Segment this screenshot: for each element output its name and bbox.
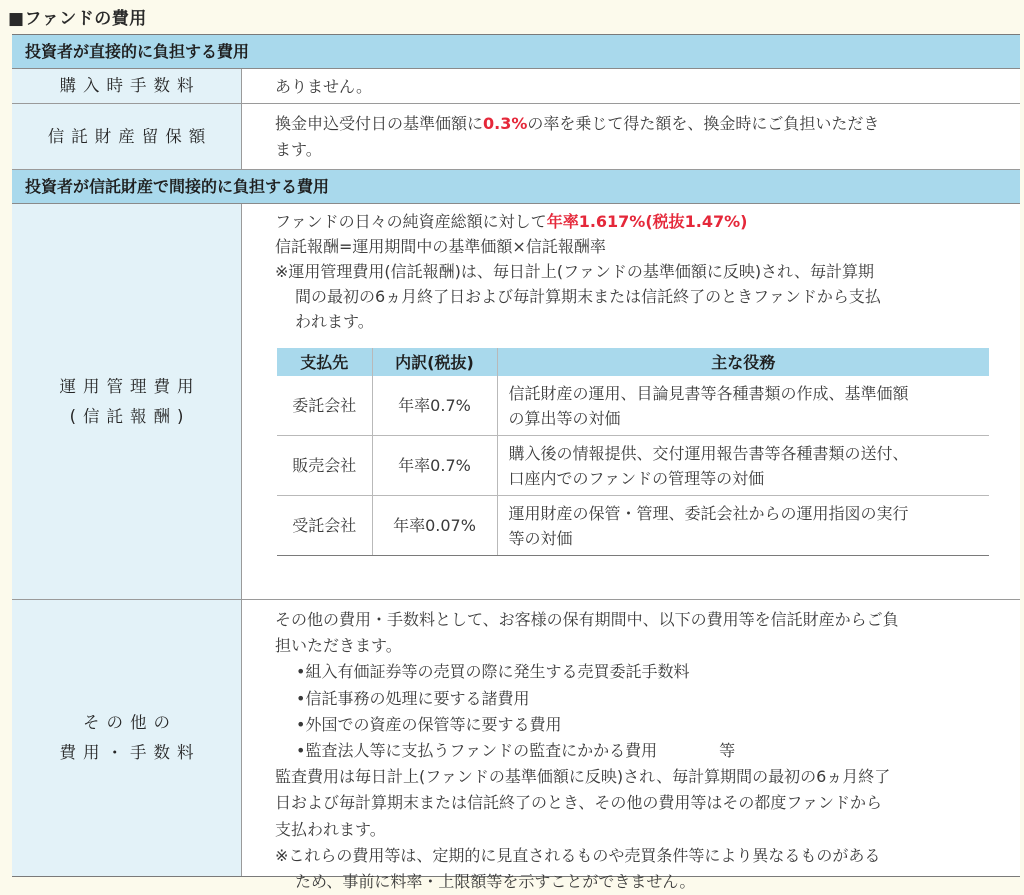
payee-cell: 販売会社 xyxy=(277,436,372,496)
role-cell: 購入後の情報提供、交付運用報告書等各種書類の送付、 口座内でのファンドの管理等の対価 xyxy=(497,436,989,496)
management-fee-note-line1: ※運用管理費用(信託報酬)は、毎日計上(ファンドの基準価額に反映)され、毎計算期 xyxy=(275,262,875,281)
list-item: •信託事務の処理に要する諸費用 xyxy=(296,688,530,708)
management-fee-formula: 信託報酬=運用期間中の基準価額×信託報酬率 xyxy=(275,237,606,256)
other-fee-note-line1: ※これらの費用等は、定期的に見直されるものや売買条件等により異なるものがある xyxy=(275,845,881,865)
reserve-text-line1: 換金申込受付日の基準価額に0.3%の率を乗じて得た額を、換金時にご負担いただき xyxy=(275,114,880,133)
other-fee-note-line2: ため、事前に料率・上限額等を示すことができません。 xyxy=(295,872,696,892)
purchase-fee-text: ありません。 xyxy=(275,77,372,96)
fee-breakdown-header-row xyxy=(277,348,989,376)
list-item: •監査法人等に支払うファンドの監査にかかる費用 等 xyxy=(296,741,736,761)
page-title: ■ファンドの費用 xyxy=(8,9,147,29)
payee-cell: 委託会社 xyxy=(277,376,372,436)
audit-line3: 支払われます。 xyxy=(275,819,386,839)
management-fee-note-line3: われます。 xyxy=(295,312,374,331)
indirect-cost-section-header: 投資者が信託財産で間接的に負担する費用 xyxy=(12,170,1020,204)
reserve-label: 信託財産留保額 xyxy=(47,126,213,146)
reserve-value-cell xyxy=(242,104,1020,170)
purchase-fee-label-cell xyxy=(12,69,242,104)
purchase-fee-value-cell xyxy=(242,69,1020,104)
other-fee-value-cell xyxy=(242,600,1020,892)
rate-cell: 年率0.7% xyxy=(372,376,497,436)
payee-cell: 受託会社 xyxy=(277,496,372,556)
other-fee-label-line2: 費用・手数料 xyxy=(59,743,201,762)
fund-fee-table xyxy=(12,34,1020,892)
management-fee-label-line2: (信託報酬) xyxy=(69,406,191,426)
other-fee-intro-line1: その他の費用・手数料として、お客様の保有期間中、以下の費用等を信託財産からご負 xyxy=(275,610,899,629)
header-payee: 支払先 xyxy=(277,348,372,376)
reserve-label-cell xyxy=(12,104,242,170)
role-cell: 信託財産の運用、目論見書等各種書類の作成、基準価額 の算出等の対価 xyxy=(497,376,989,436)
audit-line1: 監査費用は毎日計上(ファンドの基準価額に反映)され、毎計算期間の最初の6ヵ月終了 xyxy=(275,767,891,787)
management-fee-line1: ファンドの日々の純資産総額に対して年率1.617%(税抜1.47%) xyxy=(275,212,748,231)
management-fee-label-cell xyxy=(12,204,242,600)
purchase-fee-label: 購入時手数料 xyxy=(59,76,201,95)
list-item: •外国での資産の保管等に要する費用 xyxy=(296,714,562,734)
header-main-service: 主な役務 xyxy=(497,348,989,376)
management-fee-note-line2: 間の最初の6ヵ月終了日および毎計算期末または信託終了のときファンドから支払 xyxy=(295,287,881,306)
reserve-text-line2: ます。 xyxy=(275,140,322,159)
fee-breakdown-table xyxy=(277,348,989,556)
etc-text: 等 xyxy=(719,741,736,761)
rate-cell: 年率0.7% xyxy=(372,436,497,496)
other-fee-intro-line2: 担いただきます。 xyxy=(275,636,402,656)
table-row xyxy=(277,376,989,436)
other-fee-label-line1: その他の xyxy=(83,713,177,732)
reserve-rate: 0.3% xyxy=(483,114,528,133)
other-fee-label-cell xyxy=(12,600,242,876)
role-cell: 運用財産の保管・管理、委託会社からの運用指図の実行 等の対価 xyxy=(497,496,989,556)
direct-cost-section-header: 投資者が直接的に負担する費用 xyxy=(12,35,1020,69)
header-breakdown: 内訳(税抜) xyxy=(372,348,497,376)
list-item: •組入有価証券等の売買の際に発生する売買委託手数料 xyxy=(296,662,690,682)
management-fee-rate: 年率1.617%(税抜1.47%) xyxy=(546,212,748,231)
table-row xyxy=(277,496,989,556)
table-row xyxy=(277,436,989,496)
rate-cell: 年率0.07% xyxy=(372,496,497,556)
management-fee-value-cell xyxy=(242,204,1020,600)
audit-line2: 日および毎計算期末または信託終了のとき、その他の費用等はその都度ファンドから xyxy=(275,793,883,813)
management-fee-label-line1: 運用管理費用 xyxy=(59,376,201,396)
